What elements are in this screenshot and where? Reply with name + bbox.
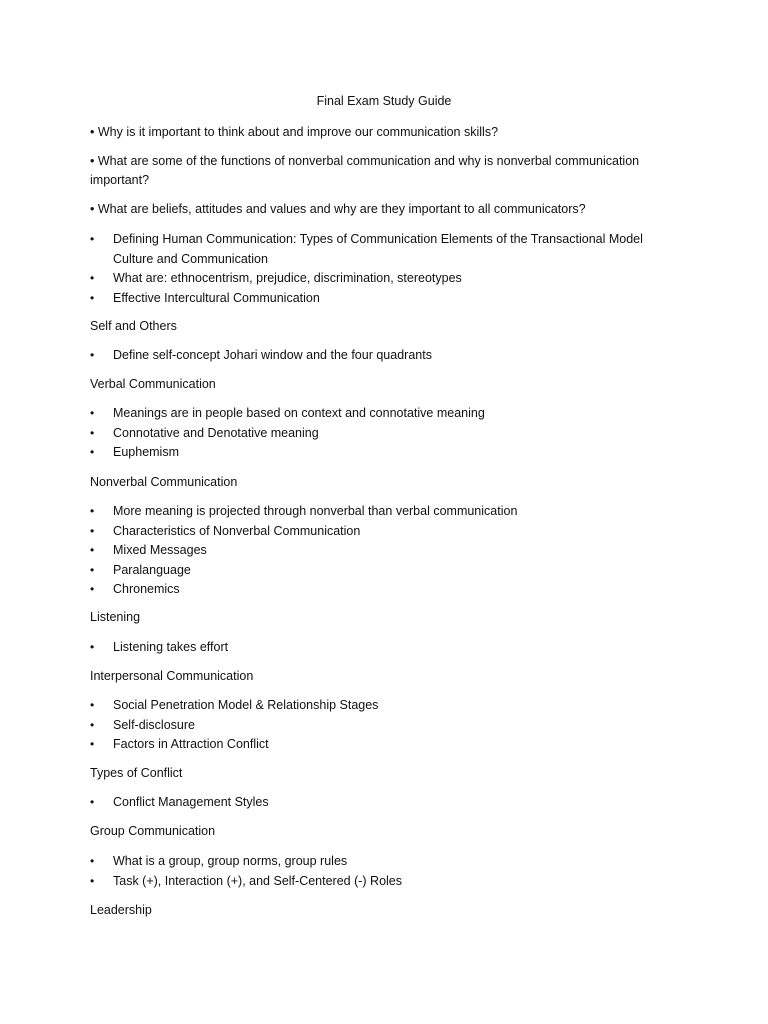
question-1: • Why is it important to think about and improve our communication skills? (90, 125, 499, 139)
bullet-icon: • (90, 425, 95, 440)
list-item-text: Meanings are in people based on context and connotative meaning (113, 406, 485, 420)
list-item (90, 696, 670, 716)
list-item (90, 424, 670, 444)
list-item (90, 716, 670, 736)
bullet-icon: • (90, 232, 95, 246)
section-heading-nonverbal-communication: Nonverbal Communication (90, 475, 238, 489)
list-item-text: Effective Intercultural Communication (113, 290, 320, 305)
question-2: • What are some of the functions of nonverbal communication and why is nonverbal communication important? (90, 154, 640, 187)
list-item-text: Paralanguage (113, 562, 191, 577)
bullet-icon: • (90, 854, 95, 868)
section-heading-interpersonal-communication: Interpersonal Communication (90, 669, 254, 683)
list-item (90, 580, 670, 600)
list-item-text: Characteristics of Nonverbal Communication (113, 523, 361, 538)
intro-list (90, 230, 670, 308)
bullet-icon: • (90, 562, 95, 577)
listening-list (90, 638, 670, 658)
bullet-icon: • (90, 445, 95, 459)
bullet-icon: • (90, 406, 95, 420)
list-item-text: What are: ethnocentrism, prejudice, discrimination, stereotypes (113, 271, 462, 285)
interpersonal-communication-list (90, 696, 670, 755)
list-item-text: More meaning is projected through nonverbal than verbal communication (113, 504, 518, 518)
list-item (90, 638, 670, 658)
list-item (90, 230, 670, 269)
list-item-text: Connotative and Denotative meaning (113, 425, 319, 440)
list-item-text: Task (+), Interaction (+), and Self-Centered (-) Roles (113, 873, 403, 888)
section-heading-listening: Listening (90, 610, 141, 624)
list-item-text: Conflict Management Styles (113, 795, 269, 809)
list-item (90, 522, 670, 542)
list-item-text: Defining Human Communication: Types of Communication Elements of the Transactional Model Culture and Communication (113, 232, 643, 266)
list-item (90, 289, 670, 309)
types-of-conflict-list (90, 793, 670, 813)
bullet-icon: • (90, 348, 95, 362)
bullet-icon: • (90, 290, 95, 305)
document-title: Final Exam Study Guide (316, 94, 452, 108)
bullet-icon: • (90, 717, 95, 732)
list-item (90, 561, 670, 581)
list-item-text: Social Penetration Model & Relationship Stages (113, 698, 379, 712)
list-item-text: Chronemics (113, 582, 180, 596)
list-item-text: What is a group, group norms, group rules (113, 854, 348, 868)
bullet-icon: • (90, 737, 95, 751)
bullet-icon: • (90, 543, 95, 557)
bullet-icon: • (90, 873, 95, 888)
bullet-icon: • (90, 504, 95, 518)
list-item (90, 541, 670, 561)
list-item (90, 872, 670, 892)
bullet-icon: • (90, 523, 95, 538)
list-item (90, 793, 670, 813)
verbal-communication-list (90, 404, 670, 463)
self-and-others-list (90, 346, 670, 366)
list-item (90, 852, 670, 872)
bullet-icon: • (90, 582, 95, 596)
list-item (90, 735, 670, 755)
group-communication-list (90, 852, 670, 891)
list-item-text: Mixed Messages (113, 543, 207, 557)
list-item (90, 443, 670, 463)
list-item (90, 269, 670, 289)
list-item (90, 346, 670, 366)
bullet-icon: • (90, 640, 95, 654)
list-item-text: Listening takes effort (113, 640, 229, 654)
section-heading-verbal-communication: Verbal Communication (90, 377, 216, 391)
list-item-text: Define self-concept Johari window and the four quadrants (113, 348, 432, 362)
section-heading-leadership: Leadership (90, 903, 152, 917)
bullet-icon: • (90, 698, 95, 712)
bullet-icon: • (90, 795, 95, 809)
list-item (90, 404, 670, 424)
nonverbal-communication-list (90, 502, 670, 600)
list-item-text: Factors in Attraction Conflict (113, 737, 269, 751)
list-item-text: Euphemism (113, 445, 179, 459)
list-item-text: Self-disclosure (113, 717, 195, 732)
section-heading-self-and-others: Self and Others (90, 319, 177, 333)
section-heading-types-of-conflict: Types of Conflict (90, 766, 183, 780)
question-3: • What are beliefs, attitudes and values and why are they important to all communicators? (90, 202, 586, 216)
list-item (90, 502, 670, 522)
bullet-icon: • (90, 271, 95, 285)
section-heading-group-communication: Group Communication (90, 824, 216, 838)
